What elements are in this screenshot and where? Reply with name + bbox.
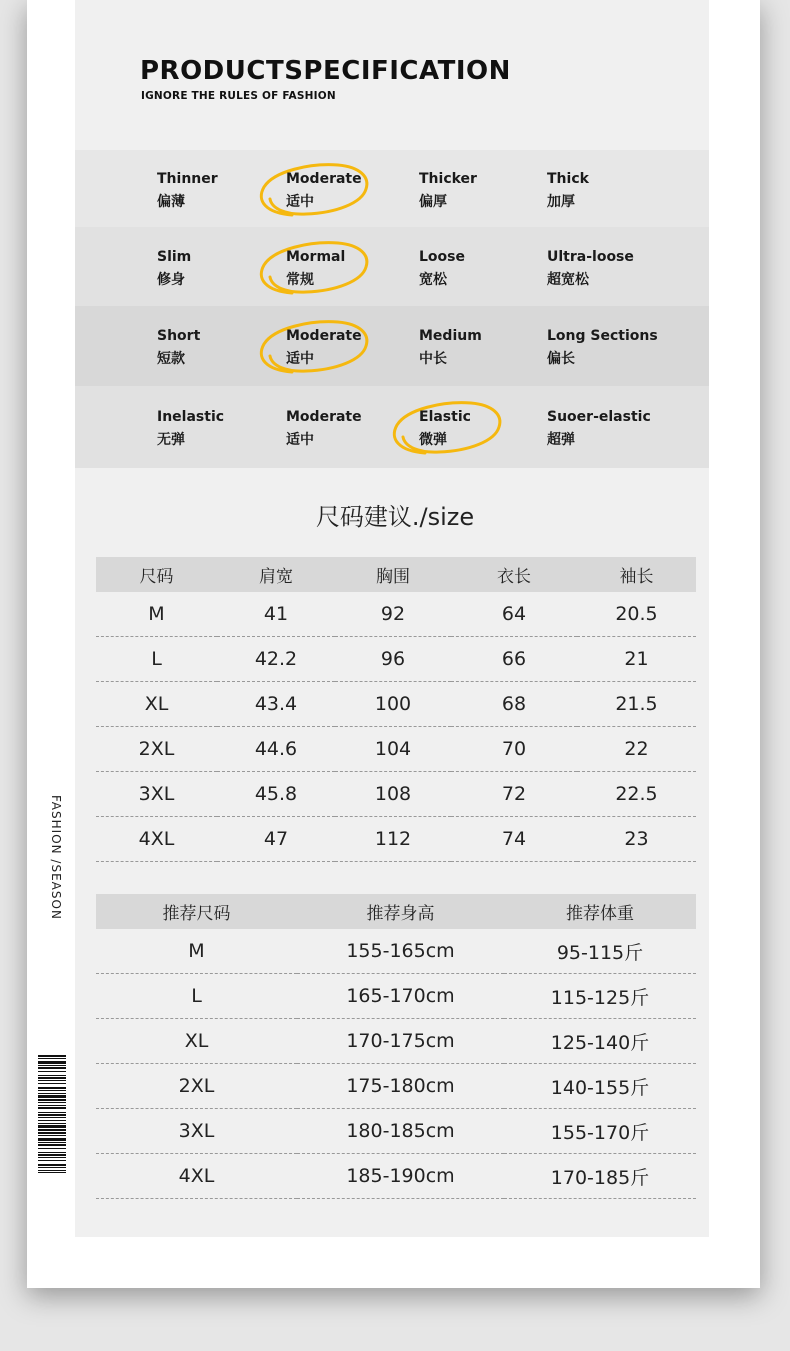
table-row	[96, 772, 696, 817]
table-cell: 4XL	[96, 1154, 297, 1199]
size-chart-table	[96, 557, 696, 862]
table-cell: 42.2	[217, 637, 335, 682]
column-header: 推荐身高	[297, 894, 504, 929]
feature-option-cn: 微弹	[419, 432, 447, 448]
feature-option-en: Moderate	[286, 328, 362, 344]
table-cell: 41	[217, 592, 335, 637]
page-subtitle: IGNORE THE RULES OF FASHION	[141, 90, 336, 102]
table-cell: 3XL	[96, 1109, 297, 1154]
table-header-row	[96, 557, 696, 592]
table-cell: 155-165cm	[297, 929, 504, 974]
table-cell: 22	[577, 727, 696, 772]
table-row	[96, 727, 696, 772]
feature-option-en: Suoer-elastic	[547, 409, 651, 425]
table-cell: 170-175cm	[297, 1019, 504, 1064]
selected-circle-icon	[252, 157, 372, 221]
column-header: 袖长	[577, 557, 696, 592]
selected-circle-icon	[385, 395, 505, 459]
side-label: FASHION /SEASON	[49, 795, 63, 920]
table-cell: 108	[335, 772, 451, 817]
column-header: 推荐体重	[504, 894, 696, 929]
feature-option-en: Moderate	[286, 409, 362, 425]
feature-option-cn: 短款	[157, 351, 185, 367]
feature-option-en: Long Sections	[547, 328, 658, 344]
table-cell: 70	[451, 727, 577, 772]
feature-option-cn: 适中	[286, 432, 314, 448]
table-cell: 95-115斤	[504, 929, 696, 974]
feature-option-en: Elastic	[419, 409, 471, 425]
column-header: 胸围	[335, 557, 451, 592]
table-cell: 47	[217, 817, 335, 862]
table-cell: 170-185斤	[504, 1154, 696, 1199]
table-cell: M	[96, 592, 217, 637]
feature-option-en: Short	[157, 328, 201, 344]
column-header: 衣长	[451, 557, 577, 592]
feature-row	[75, 227, 709, 306]
page-title: PRODUCTSPECIFICATION	[140, 56, 511, 86]
column-header: 肩宽	[217, 557, 335, 592]
feature-option-cn: 适中	[286, 351, 314, 367]
feature-option-en: Slim	[157, 249, 192, 265]
table-cell: 4XL	[96, 817, 217, 862]
table-cell: 66	[451, 637, 577, 682]
table-cell: 140-155斤	[504, 1064, 696, 1109]
table-cell: 185-190cm	[297, 1154, 504, 1199]
feature-row	[75, 306, 709, 386]
table-cell: 68	[451, 682, 577, 727]
feature-option-en: Thicker	[419, 171, 477, 187]
table-cell: M	[96, 929, 297, 974]
table-cell: 180-185cm	[297, 1109, 504, 1154]
table-cell: 72	[451, 772, 577, 817]
feature-option-en: Ultra-loose	[547, 249, 634, 265]
table-row	[96, 1064, 696, 1109]
table-cell: 92	[335, 592, 451, 637]
feature-option-cn: 偏薄	[157, 194, 185, 210]
feature-row	[75, 150, 709, 227]
table-row	[96, 637, 696, 682]
table-cell: 44.6	[217, 727, 335, 772]
size-heading: 尺码建议./size	[315, 503, 475, 531]
feature-option-en: Thinner	[157, 171, 218, 187]
table-cell: 74	[451, 817, 577, 862]
table-row	[96, 682, 696, 727]
feature-option-en: Inelastic	[157, 409, 225, 425]
feature-row	[75, 386, 709, 468]
table-cell: L	[96, 974, 297, 1019]
table-cell: 100	[335, 682, 451, 727]
table-cell: 155-170斤	[504, 1109, 696, 1154]
table-cell: 104	[335, 727, 451, 772]
table-header-row	[96, 894, 696, 929]
feature-option-cn: 常规	[286, 272, 314, 288]
feature-option-en: Medium	[419, 328, 482, 344]
table-cell: 112	[335, 817, 451, 862]
table-row	[96, 929, 696, 974]
selected-circle-icon	[252, 235, 372, 299]
feature-option-cn: 加厚	[547, 194, 575, 210]
table-cell: XL	[96, 1019, 297, 1064]
feature-option-cn: 中长	[419, 351, 447, 367]
feature-option-cn: 偏长	[547, 351, 575, 367]
feature-option-en: Moderate	[286, 171, 362, 187]
table-cell: 45.8	[217, 772, 335, 817]
feature-option-cn: 适中	[286, 194, 314, 210]
table-cell: XL	[96, 682, 217, 727]
barcode-image	[38, 1055, 66, 1173]
feature-option-en: Loose	[419, 249, 465, 265]
feature-option-cn: 修身	[157, 272, 185, 288]
table-cell: 22.5	[577, 772, 696, 817]
table-cell: 20.5	[577, 592, 696, 637]
feature-option-cn: 偏厚	[419, 194, 447, 210]
selected-circle-icon	[252, 314, 372, 378]
table-row	[96, 592, 696, 637]
feature-option-en: Mormal	[286, 249, 346, 265]
table-cell: 96	[335, 637, 451, 682]
table-cell: 175-180cm	[297, 1064, 504, 1109]
table-cell: 21	[577, 637, 696, 682]
table-cell: L	[96, 637, 217, 682]
feature-option-en: Thick	[547, 171, 589, 187]
table-row	[96, 1109, 696, 1154]
column-header: 推荐尺码	[96, 894, 297, 929]
table-row	[96, 974, 696, 1019]
table-row	[96, 1019, 696, 1064]
table-cell: 23	[577, 817, 696, 862]
feature-option-cn: 超弹	[547, 432, 575, 448]
table-row	[96, 1154, 696, 1199]
table-cell: 2XL	[96, 1064, 297, 1109]
feature-option-cn: 无弹	[157, 432, 185, 448]
table-cell: 64	[451, 592, 577, 637]
table-cell: 2XL	[96, 727, 217, 772]
table-cell: 21.5	[577, 682, 696, 727]
table-cell: 165-170cm	[297, 974, 504, 1019]
table-cell: 43.4	[217, 682, 335, 727]
table-cell: 125-140斤	[504, 1019, 696, 1064]
table-cell: 115-125斤	[504, 974, 696, 1019]
table-cell: 3XL	[96, 772, 217, 817]
recommended-size-table	[96, 894, 696, 1199]
feature-option-cn: 超宽松	[547, 272, 589, 288]
feature-option-cn: 宽松	[419, 272, 447, 288]
column-header: 尺码	[96, 557, 217, 592]
table-row	[96, 817, 696, 862]
